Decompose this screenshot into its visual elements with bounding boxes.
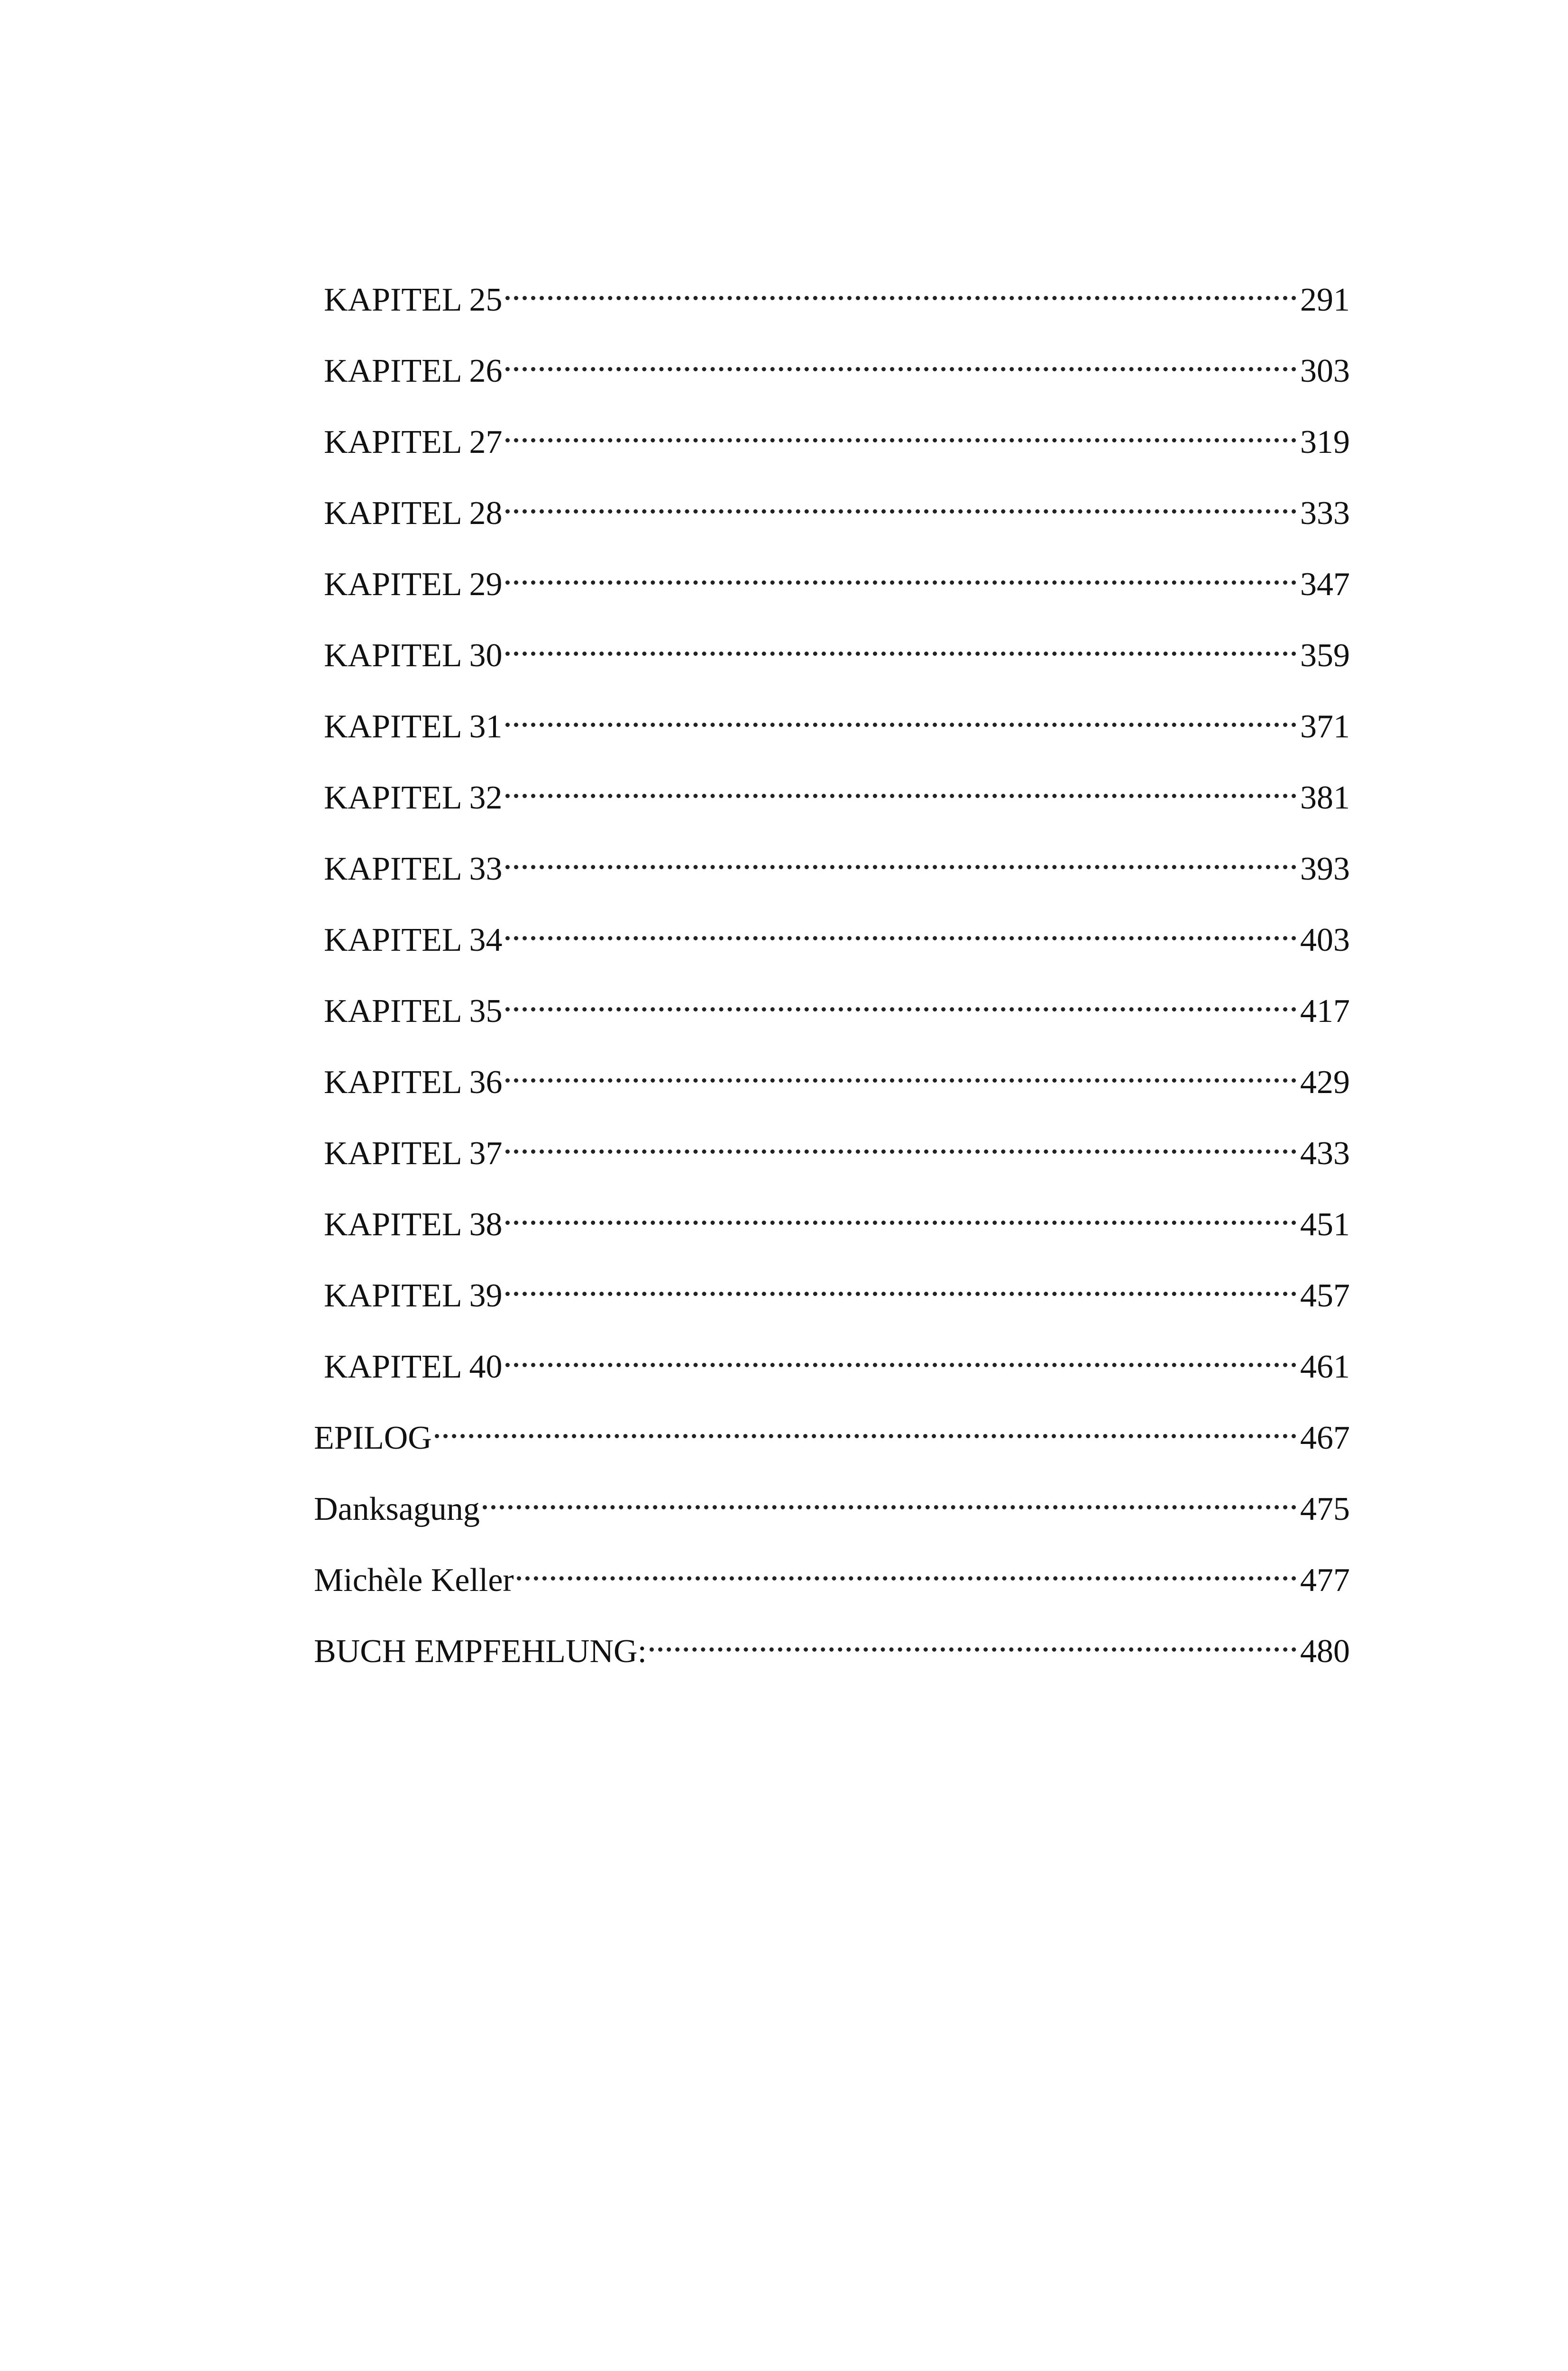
toc-entry-page-number: 403 <box>1300 922 1350 958</box>
dot-leader <box>505 405 1296 453</box>
toc-entry-title: KAPITEL 38 <box>324 1206 503 1243</box>
toc-entry-title: KAPITEL 27 <box>324 424 503 460</box>
toc-entry-page-number: 381 <box>1300 780 1350 816</box>
toc-entry-title: KAPITEL 33 <box>324 851 503 887</box>
dot-leader <box>505 1188 1296 1235</box>
toc-entry-kapitel-30[interactable] <box>324 619 1350 674</box>
toc-entry-title: KAPITEL 40 <box>324 1349 503 1385</box>
dot-leader <box>650 1615 1296 1662</box>
toc-entry-page-number: 347 <box>1300 566 1350 603</box>
toc-entry-kapitel-31[interactable] <box>324 690 1350 745</box>
dot-leader <box>505 619 1296 666</box>
toc-entry-page-number: 477 <box>1300 1562 1350 1599</box>
toc-entry-page-number: 429 <box>1300 1064 1350 1101</box>
toc-entry-title: KAPITEL 26 <box>324 353 503 389</box>
toc-entry-page-number: 393 <box>1300 851 1350 887</box>
toc-entry-title: KAPITEL 35 <box>324 993 503 1029</box>
toc-entry-kapitel-40[interactable] <box>324 1330 1350 1385</box>
toc-entry-page-number: 475 <box>1300 1491 1350 1527</box>
toc-entry-title: KAPITEL 25 <box>324 282 503 318</box>
dot-leader <box>505 761 1296 809</box>
toc-entry-buch-empfehlung[interactable] <box>314 1615 1350 1670</box>
toc-entry-page-number: 457 <box>1300 1277 1350 1314</box>
dot-leader <box>435 1401 1296 1449</box>
dot-leader <box>505 263 1296 311</box>
dot-leader <box>505 1046 1296 1093</box>
toc-entry-page-number: 359 <box>1300 637 1350 674</box>
toc-entry-kapitel-36[interactable] <box>324 1046 1350 1101</box>
toc-entry-title: KAPITEL 39 <box>324 1277 503 1314</box>
toc-entry-kapitel-25[interactable] <box>324 263 1350 318</box>
dot-leader <box>505 1330 1296 1378</box>
toc-entry-kapitel-29[interactable] <box>324 548 1350 603</box>
toc-entry-page-number: 467 <box>1300 1420 1350 1456</box>
dot-leader <box>505 1117 1296 1164</box>
dot-leader <box>505 477 1296 524</box>
toc-entry-page-number: 433 <box>1300 1135 1350 1172</box>
toc-entry-kapitel-35[interactable] <box>324 974 1350 1029</box>
toc-entry-title: EPILOG <box>314 1420 432 1456</box>
toc-entry-page-number: 333 <box>1300 495 1350 532</box>
toc-entry-kapitel-39[interactable] <box>324 1259 1350 1314</box>
toc-entry-title: KAPITEL 36 <box>324 1064 503 1101</box>
dot-leader <box>505 832 1296 880</box>
toc-entry-page-number: 319 <box>1300 424 1350 460</box>
toc-entry-page-number: 461 <box>1300 1349 1350 1385</box>
toc-entry-title: KAPITEL 34 <box>324 922 503 958</box>
toc-entry-title: Michèle Keller <box>314 1562 514 1599</box>
toc-entry-kapitel-26[interactable] <box>324 334 1350 389</box>
toc-entry-page-number: 451 <box>1300 1206 1350 1243</box>
toc-entry-title: KAPITEL 32 <box>324 780 503 816</box>
toc-entry-title: BUCH EMPFEHLUNG: <box>314 1633 647 1670</box>
dot-leader <box>505 1259 1296 1306</box>
toc-entry-kapitel-27[interactable] <box>324 405 1350 460</box>
toc-entry-page-number: 371 <box>1300 708 1350 745</box>
dot-leader <box>483 1472 1296 1520</box>
dot-leader <box>517 1544 1296 1591</box>
toc-entry-title: KAPITEL 31 <box>324 708 503 745</box>
toc-entry-title: KAPITEL 30 <box>324 637 503 674</box>
dot-leader <box>505 974 1296 1022</box>
toc-entry-page-number: 303 <box>1300 353 1350 389</box>
toc-entry-kapitel-33[interactable] <box>324 832 1350 887</box>
toc-entry-michele-keller[interactable] <box>314 1544 1350 1599</box>
toc-entry-title: KAPITEL 29 <box>324 566 503 603</box>
dot-leader <box>505 903 1296 951</box>
toc-entry-kapitel-28[interactable] <box>324 477 1350 532</box>
toc-entry-kapitel-38[interactable] <box>324 1188 1350 1243</box>
toc-entry-title: KAPITEL 28 <box>324 495 503 532</box>
toc-entry-epilog[interactable] <box>314 1401 1350 1456</box>
toc-entry-title: Danksagung <box>314 1491 480 1527</box>
toc-entry-kapitel-32[interactable] <box>324 761 1350 816</box>
toc-entry-page-number: 291 <box>1300 282 1350 318</box>
toc-entry-danksagung[interactable] <box>314 1472 1350 1527</box>
toc-entry-title: KAPITEL 37 <box>324 1135 503 1172</box>
toc-entry-kapitel-34[interactable] <box>324 903 1350 958</box>
toc-entry-kapitel-37[interactable] <box>324 1117 1350 1172</box>
dot-leader <box>505 334 1296 382</box>
dot-leader <box>505 690 1296 737</box>
dot-leader <box>505 548 1296 595</box>
toc-entry-page-number: 480 <box>1300 1633 1350 1670</box>
toc-entry-page-number: 417 <box>1300 993 1350 1029</box>
